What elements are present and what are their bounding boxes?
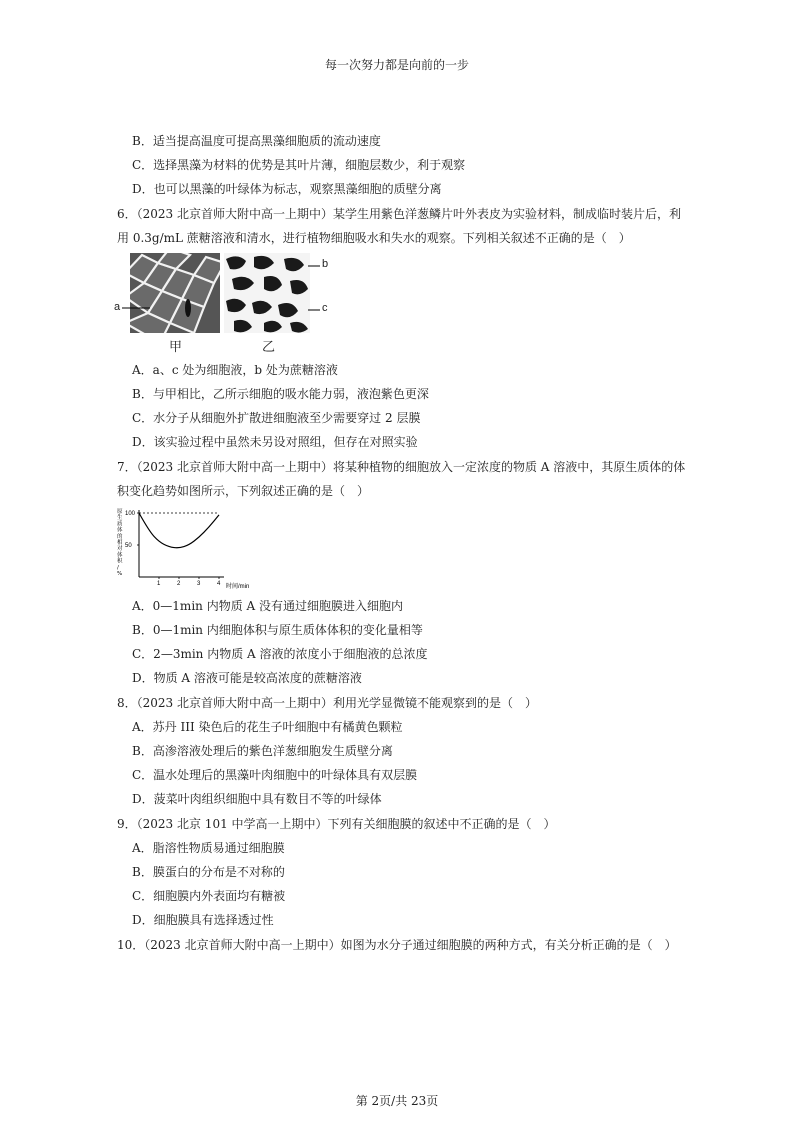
label-a: a bbox=[114, 301, 121, 313]
q8-option-b: B．高渗溶液处理后的紫色洋葱细胞发生质壁分离 bbox=[132, 744, 393, 758]
y-axis-label-char: % bbox=[117, 571, 123, 577]
q7-stem-line1: 7．（2023 北京首师大附中高一上期中）将某种植物的细胞放入一定浓度的物质 A 溶液中，其原生质体的体 bbox=[117, 460, 686, 474]
label-c: c bbox=[322, 302, 328, 314]
q7-option-c: C．2—3min 内物质 A 溶液的浓度小于细胞液的总浓度 bbox=[132, 647, 428, 661]
y-tick-label: 100 bbox=[125, 511, 136, 517]
y-axis-label-char: 的 bbox=[117, 533, 123, 540]
y-axis-label bbox=[117, 507, 123, 577]
q7-option-d: D．物质 A 溶液可能是较高浓度的蔗糖溶液 bbox=[132, 671, 362, 685]
label-b: b bbox=[322, 258, 329, 270]
q6-stem-line2: 用 0.3g/mL 蔗糖溶液和清水，进行植物细胞吸水和失水的观察。下列相关叙述不正确的是（ ） bbox=[117, 231, 631, 245]
y-axis-label-char: 生 bbox=[117, 515, 123, 522]
q5-option-c: C．选择黑藻为材料的优势是其叶片薄，细胞层数少，利于观察 bbox=[132, 158, 466, 172]
y-axis-label-char: 体 bbox=[117, 552, 123, 559]
q6-option-c: C．水分子从细胞外扩散进细胞液至少需要穿过 2 层膜 bbox=[132, 411, 421, 425]
q5-option-d: D．也可以黑藻的叶绿体为标志，观察黑藻细胞的质壁分离 bbox=[132, 182, 442, 196]
caption-jia: 甲 bbox=[169, 340, 183, 355]
y-axis-label-char: 体 bbox=[117, 527, 123, 534]
y-axis-label-char: 对 bbox=[117, 546, 123, 553]
figure-pointers bbox=[112, 250, 342, 355]
page-header: 每一次努力都是向前的一步 bbox=[324, 58, 469, 72]
y-axis-label-char: 积 bbox=[117, 558, 123, 565]
q8-option-a: A．苏丹 III 染色后的花生子叶细胞中有橘黄色颗粒 bbox=[132, 720, 403, 734]
q7-stem-line2: 积变化趋势如图所示，下列叙述正确的是（ ） bbox=[117, 484, 370, 498]
q7-option-b: B．0—1min 内细胞体积与原生质体体积的变化量相等 bbox=[132, 623, 423, 637]
caption-yi: 乙 bbox=[262, 340, 276, 355]
x-tick-label: 2 bbox=[177, 581, 181, 587]
page-footer: 第 2页/共 23页 bbox=[355, 1094, 439, 1108]
series-line bbox=[139, 513, 219, 548]
x-tick-label: 4 bbox=[217, 581, 221, 587]
q9-option-c: C．细胞膜内外表面均有糖被 bbox=[132, 889, 286, 903]
y-axis-label-char: 原 bbox=[117, 509, 123, 515]
q8-stem: 8．（2023 北京首师大附中高一上期中）利用光学显微镜不能观察到的是（ ） bbox=[117, 696, 537, 710]
q10-stem: 10．（2023 北京首师大附中高一上期中）如图为水分子通过细胞膜的两种方式，有关分析正确的是（ ） bbox=[117, 938, 677, 952]
q8-option-c: C．温水处理后的黑藻叶肉细胞中的叶绿体具有双层膜 bbox=[132, 768, 418, 782]
q9-option-a: A．脂溶性物质易通过细胞膜 bbox=[132, 841, 285, 855]
x-tick-label: 1 bbox=[157, 581, 161, 587]
q9-option-b: B．膜蛋白的分布是不对称的 bbox=[132, 865, 285, 879]
y-axis-label-char: 质 bbox=[117, 521, 123, 528]
q6-figure bbox=[112, 250, 342, 355]
q7-option-a: A．0—1min 内物质 A 没有通过细胞膜进入细胞内 bbox=[132, 599, 403, 613]
q6-option-a: A．a、c 处为细胞液，b 处为蔗糖溶液 bbox=[132, 363, 338, 377]
q6-stem-line1: 6．（2023 北京首师大附中高一上期中）某学生用紫色洋葱鳞片叶外表皮为实验材料，制成临时装片后，利 bbox=[117, 207, 681, 221]
y-axis-label-char: 相 bbox=[117, 540, 123, 546]
q5-option-b: B．适当提高温度可提高黑藻细胞质的流动速度 bbox=[132, 134, 381, 148]
y-tick-label: 50 bbox=[125, 543, 132, 549]
q7-line-chart bbox=[116, 505, 266, 590]
q9-stem: 9．（2023 北京 101 中学高一上期中）下列有关细胞膜的叙述中不正确的是（ ） bbox=[117, 817, 556, 831]
x-tick-label: 3 bbox=[197, 581, 201, 587]
q6-option-d: D．该实验过程中虽然未另设对照组，但存在对照实验 bbox=[132, 435, 418, 449]
x-axis-label: 时间/min bbox=[226, 584, 250, 590]
q8-option-d: D．菠菜叶肉组织细胞中具有数目不等的叶绿体 bbox=[132, 792, 382, 806]
q6-option-b: B．与甲相比，乙所示细胞的吸水能力弱，液泡紫色更深 bbox=[132, 387, 429, 401]
q9-option-d: D．细胞膜具有选择透过性 bbox=[132, 913, 274, 927]
y-axis-label-char: / bbox=[117, 564, 119, 571]
